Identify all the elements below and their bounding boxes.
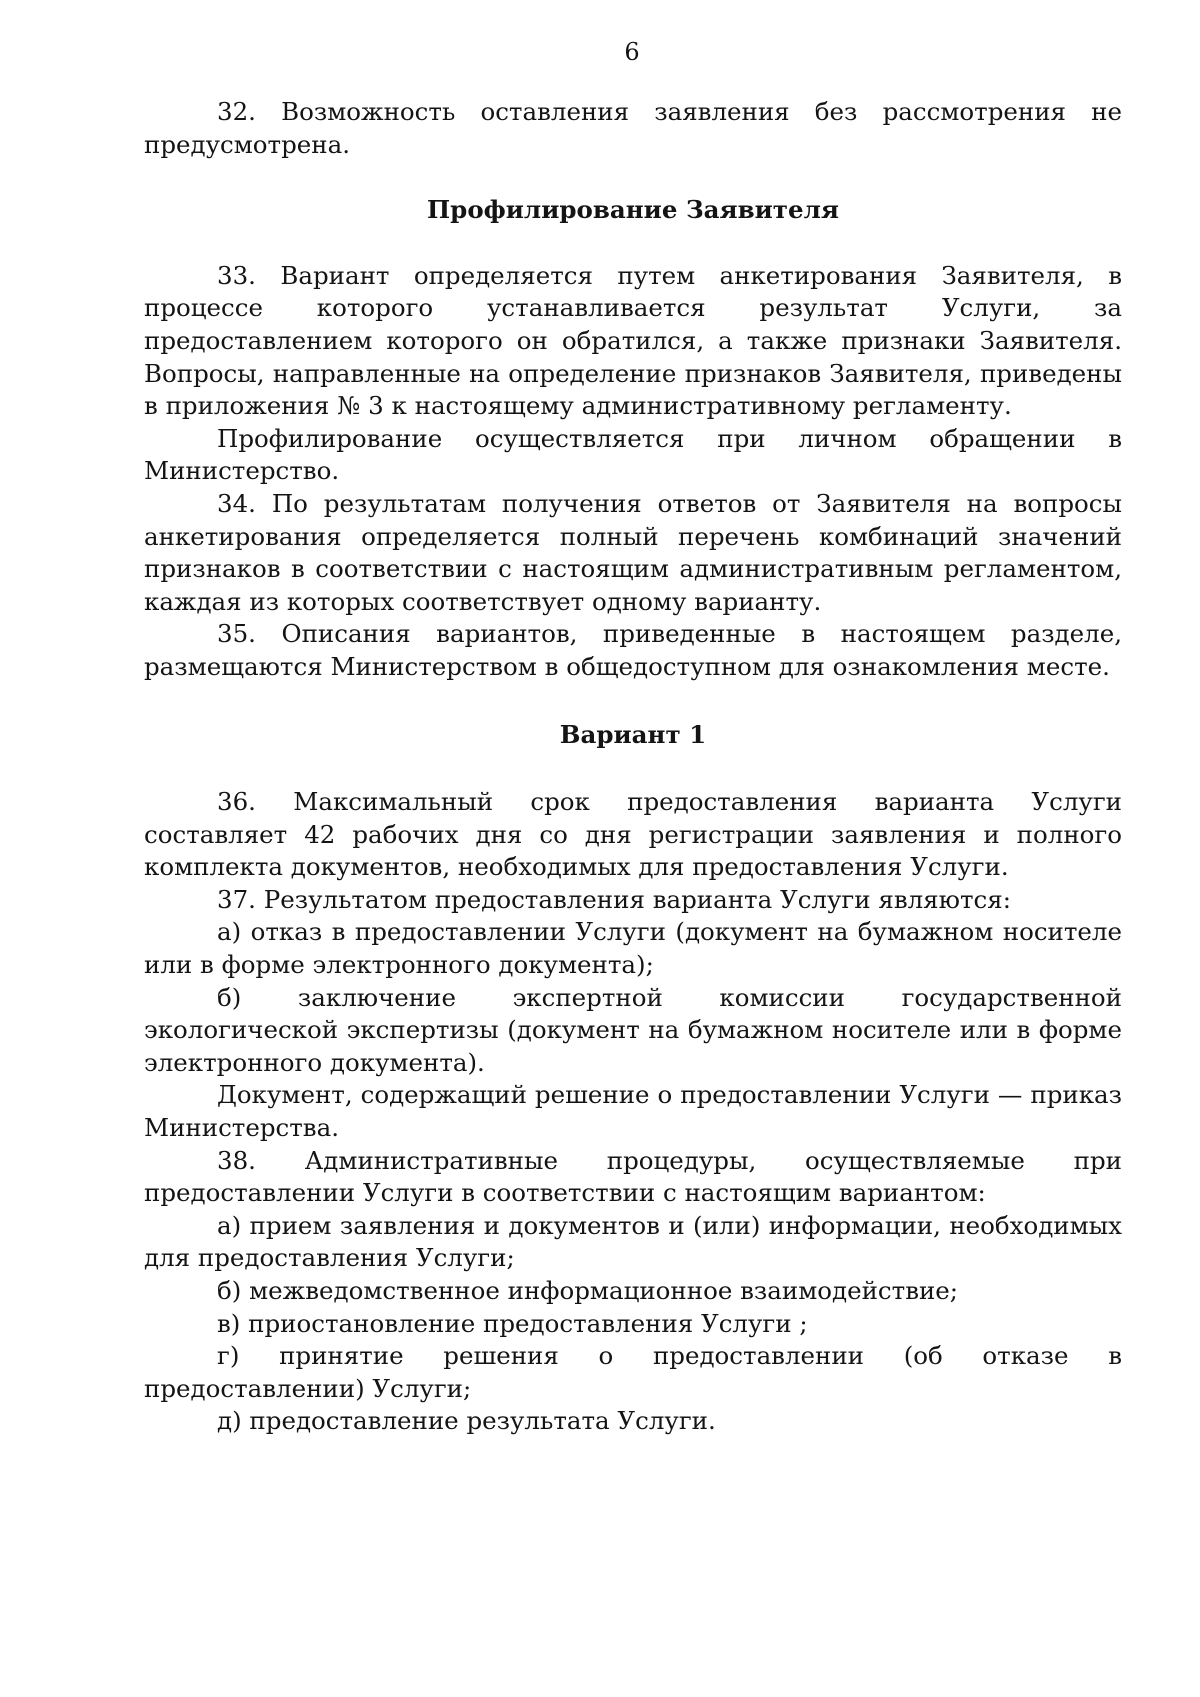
paragraph-38-a: а) прием заявления и документов и (или) информации, необходимых для предоставления Услуги; — [144, 1210, 1122, 1273]
heading-variant-1: Вариант 1 — [559, 719, 707, 749]
paragraph-38-v: в) приостановление предоставления Услуги ; — [217, 1308, 808, 1338]
page-number: 6 — [624, 38, 640, 66]
paragraph-34: 34. По результатам получения ответов от Заявителя на вопросы анкетирования определяется полный перечень комбинаций значений признаков в соответствии с настоящим административным регламентом, каждая из которых соответствует одному варианту. — [144, 488, 1122, 616]
paragraph-37: 37. Результатом предоставления варианта Услуги являются: — [217, 884, 1011, 914]
heading-profiling: Профилирование Заявителя — [427, 195, 839, 225]
paragraph-32: 32. Возможность оставления заявления без рассмотрения не предусмотрена. — [144, 97, 1122, 159]
paragraph-38-d: д) предоставление результата Услуги. — [217, 1406, 716, 1436]
paragraph-37-b: б) заключение экспертной комиссии государственной экологической экспертизы (документ на бумажном носителе или в форме электронного документа). — [144, 982, 1122, 1077]
paragraph-33-profiling: Профилирование осуществляется при личном обращении в Министерство. — [144, 423, 1122, 486]
document-body — [144, 96, 1122, 1438]
paragraph-38: 38. Административные процедуры, осуществляемые при предоставлении Услуги в соответствии с настоящим вариантом: — [144, 1145, 1122, 1208]
paragraph-37-a: а) отказ в предоставлении Услуги (документ на бумажном носителе или в форме электронного документа); — [144, 917, 1122, 980]
paragraph-33: 33. Вариант определяется путем анкетирования Заявителя, в процессе которого устанавливается результат Услуги, за предоставлением которого он обратился, а также признаки Заявителя. Вопросы, направленные на определение признаков Заявителя, приведены в приложения № 3 к настоящему административному регламенту. — [144, 260, 1122, 421]
paragraph-37-document: Документ, содержащий решение о предоставлении Услуги — приказ Министерства. — [144, 1080, 1122, 1143]
paragraph-38-b: б) межведомственное информационное взаимодействие; — [217, 1276, 959, 1305]
paragraph-35: 35. Описания вариантов, приведенные в настоящем разделе, размещаются Министерством в общедоступном для ознакомления месте. — [144, 619, 1122, 681]
paragraph-38-g: г) принятие решения о предоставлении (об отказе в предоставлении) Услуги; — [144, 1341, 1122, 1403]
paragraph-36: 36. Максимальный срок предоставления варианта Услуги составляет 42 рабочих дня со дня регистрации заявления и полного комплекта документов, необходимых для предоставления Услуги. — [144, 787, 1122, 882]
